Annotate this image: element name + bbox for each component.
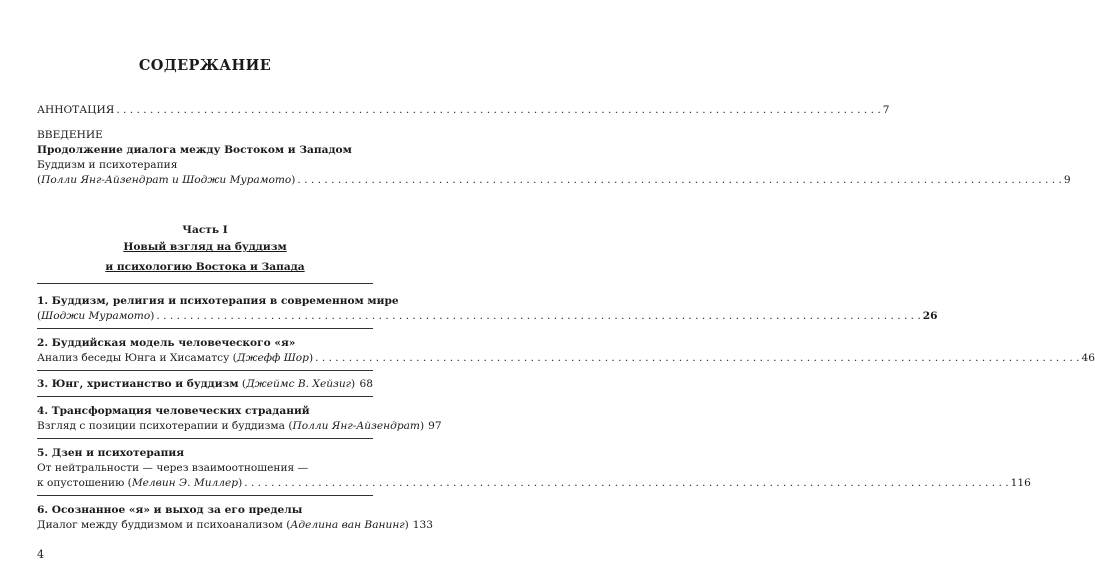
toc-page-number: 7 (882, 104, 890, 116)
toc-entry-chapter-1[interactable] (37, 309, 938, 323)
toc-entry-annotation[interactable] (37, 103, 890, 117)
toc-page-number: 68 (359, 378, 373, 390)
chapter-1-heading[interactable]: 1. Буддизм, религия и психотерапия в современном мире (37, 295, 399, 307)
divider (37, 370, 373, 371)
toc-entry-chapter-3[interactable] (37, 377, 373, 391)
dot-leader (156, 309, 920, 323)
toc-entry-subtitle: Взгляд с позиции психотерапии и буддизма (Полли Янг-Айзендрат) (37, 420, 425, 432)
intro-subtitle: Буддизм и психотерапия (37, 159, 178, 171)
toc-entry-chapter-6[interactable] (37, 518, 434, 532)
toc-entry-subtitle: Анализ беседы Юнга и Хисаматсу (Джефф Шор) (37, 352, 314, 364)
chapter-4-heading[interactable]: 4. Трансформация человеческих страданий (37, 405, 310, 417)
intro-heading[interactable]: Продолжение диалога между Востоком и Западом (37, 144, 352, 156)
toc-entry-subtitle: к опустошению (Мелвин Э. Миллер) (37, 477, 243, 489)
part-title-line1: Новый взгляд на буддизм (123, 241, 287, 253)
toc-entry-chapter-4[interactable] (37, 419, 442, 433)
toc-entry-intro[interactable] (37, 173, 1071, 187)
page-folio: 4 (37, 548, 44, 561)
toc-page-number: 133 (412, 519, 434, 531)
toc-entry-chapter-5[interactable] (37, 476, 1031, 490)
part-label: Часть I (182, 224, 228, 236)
chapter-2-heading[interactable]: 2. Буддийская модель человеческого «я» (37, 337, 296, 349)
dot-leader (244, 476, 1008, 490)
dot-leader (315, 351, 1079, 365)
divider (37, 438, 373, 439)
chapter-5-subtitle-line1: От нейтральности — через взаимоотношения — (37, 462, 309, 474)
toc-page-number: 9 (1063, 174, 1071, 186)
intro-label: ВВЕДЕНИЕ (37, 129, 103, 141)
toc-page-number: 116 (1010, 477, 1031, 489)
dot-leader (116, 103, 880, 117)
toc-entry-subtitle: Диалог между буддизмом и психоанализом (Аделина ван Ванинг) (37, 519, 409, 531)
dot-leader (297, 173, 1061, 187)
toc-page-number: 26 (922, 310, 938, 322)
toc-page-number: 46 (1081, 352, 1095, 364)
page-title: СОДЕРЖАНИЕ (138, 57, 272, 74)
toc-page-number: 97 (428, 420, 442, 432)
toc-entry-chapter-2[interactable] (37, 351, 1095, 365)
divider (37, 495, 373, 496)
part-title-line2: и психологию Востока и Запада (105, 261, 305, 273)
toc-entry-heading: 3. Юнг, христианство и буддизм (Джеймс В. Хейзиг) (37, 378, 356, 390)
divider (37, 283, 373, 284)
divider (37, 328, 373, 329)
toc-entry-label: АННОТАЦИЯ (37, 104, 115, 116)
toc-entry-authors: (Полли Янг-Айзендрат и Шоджи Мурамото) (37, 174, 296, 186)
chapter-6-heading[interactable]: 6. Осознанное «я» и выход за его пределы (37, 504, 303, 516)
toc-entry-authors: (Шоджи Мурамото) (37, 310, 155, 322)
divider (37, 396, 373, 397)
chapter-5-heading[interactable]: 5. Дзен и психотерапия (37, 447, 185, 459)
